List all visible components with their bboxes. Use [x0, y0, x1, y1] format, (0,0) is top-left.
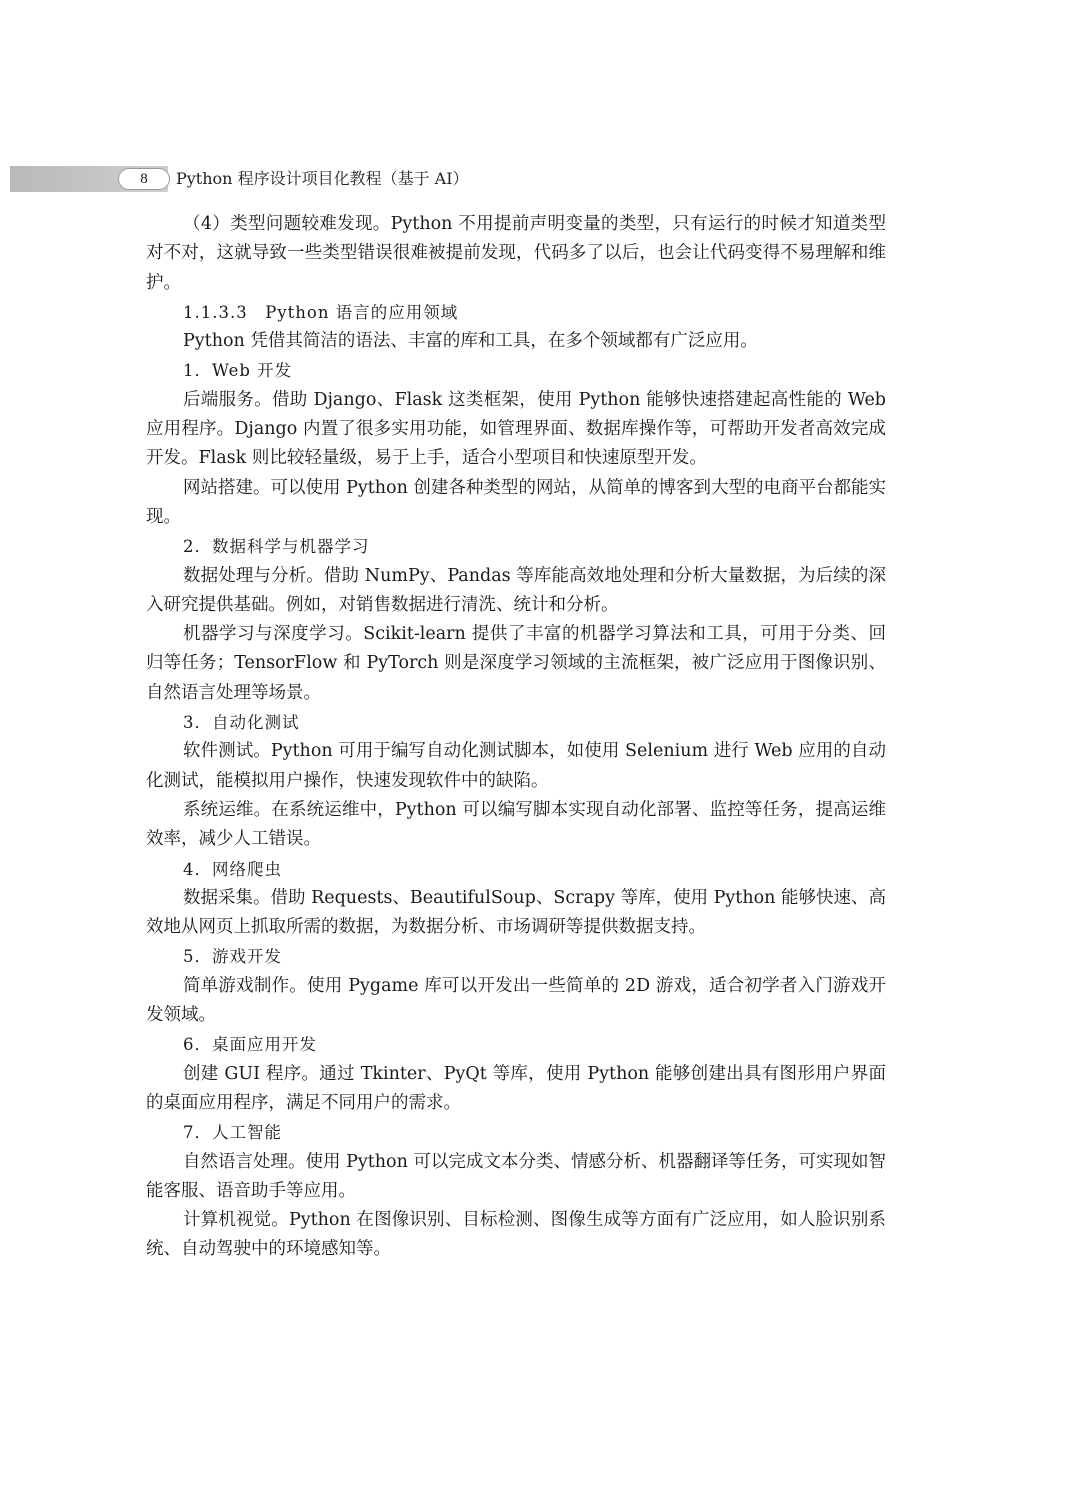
subsection-heading: 1．Web 开发	[183, 361, 293, 381]
section-heading: 1.1.3.3 Python 语言的应用领域	[183, 302, 459, 322]
paragraph: （4）类型问题较难发现。Python 不用提前声明变量的类型，只有运行的时候才知道类型对不对，这就导致一些类型错误很难被提前发现，代码多了以后，也会让代码变得不易理解和维护。	[146, 214, 886, 293]
paragraph: 简单游戏制作。使用 Pygame 库可以开发出一些简单的 2D 游戏，适合初学者入门游戏开发领域。	[146, 975, 886, 1026]
paragraph: 软件测试。Python 可用于编写自动化测试脚本，如使用 Selenium 进行 Web 应用的自动化测试，能模拟用户操作，快速发现软件中的缺陷。	[146, 741, 886, 791]
subsection-heading: 4．网络爬虫	[183, 859, 282, 879]
paragraph: 创建 GUI 程序。通过 Tkinter、PyQt 等库，使用 Python 能够创建出具有图形用户界面的桌面应用程序，满足不同用户的需求。	[146, 1063, 886, 1113]
paragraph: 自然语言处理。使用 Python 可以完成文本分类、情感分析、机器翻译等任务，可实现如智能客服、语音助手等应用。	[146, 1151, 886, 1201]
paragraph: 数据处理与分析。借助 NumPy、Pandas 等库能高效地处理和分析大量数据，为后续的深入研究提供基础。例如，对销售数据进行清洗、统计和分析。	[146, 565, 886, 615]
paragraph: 数据采集。借助 Requests、BeautifulSoup、Scrapy 等库，使用 Python 能够快速、高效地从网页上抓取所需的数据，为数据分析、市场调研等提供数据支持。	[146, 887, 886, 938]
subsection-heading: 6．桌面应用开发	[183, 1035, 317, 1055]
paragraph: 网站搭建。可以使用 Python 创建各种类型的网站，从简单的博客到大型的电商平台都能实现。	[146, 477, 886, 527]
subsection-heading: 7．人工智能	[183, 1123, 282, 1143]
paragraph: 后端服务。借助 Django、Flask 这类框架，使用 Python 能够快速搭建起高性能的 Web 应用程序。Django 内置了很多实用功能，如管理界面、数据库操作等，可帮助开发者高效完成开发。Flask 则比较轻量级，易于上手，适合小型项目和快速原型开发。	[146, 389, 886, 469]
paragraph: 系统运维。在系统运维中，Python 可以编写脚本实现自动化部署、监控等任务，提高运维效率，减少人工错误。	[146, 799, 886, 850]
subsection-heading: 3．自动化测试	[183, 713, 300, 733]
subsection-heading: 2．数据科学与机器学习	[183, 537, 370, 557]
subsection-heading: 5．游戏开发	[183, 947, 282, 967]
book-title: Python 程序设计项目化教程（基于 AI）	[176, 169, 469, 188]
paragraph: 计算机视觉。Python 在图像识别、目标检测、图像生成等方面有广泛应用，如人脸识别系统、自动驾驶中的环境感知等。	[146, 1210, 886, 1260]
page-body	[146, 210, 886, 1265]
paragraph: 机器学习与深度学习。Scikit-learn 提供了丰富的机器学习算法和工具，可用于分类、回归等任务；TensorFlow 和 PyTorch 则是深度学习领域的主流框架，被广泛应用于图像识别、自然语言处理等场景。	[146, 624, 886, 703]
paragraph: Python 凭借其简洁的语法、丰富的库和工具，在多个领域都有广泛应用。	[183, 331, 758, 352]
page-number: 8	[118, 168, 170, 190]
